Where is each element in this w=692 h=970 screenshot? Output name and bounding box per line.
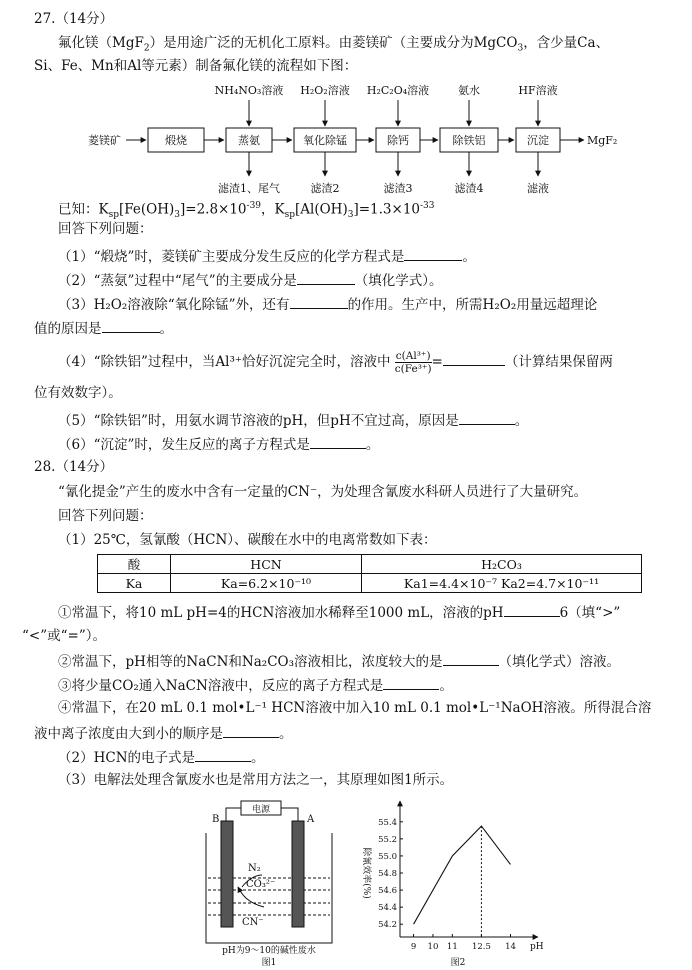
reagent-h2c2o4: H₂C₂O₄溶液 — [366, 84, 430, 97]
flow-step-precipitate: 沉淀 — [527, 134, 549, 147]
filtrate: 滤液 — [527, 182, 549, 195]
table-header-acid: 酸 — [98, 555, 171, 574]
y-tick-label: 54.6 — [378, 886, 397, 897]
q27-part4: （4）“除铁铝”过程中，当Al³⁺恰好沉淀完全时，溶液中 $\frac{\text{c(Al³⁺)}}{\text{c(Fe³⁺)}}$ = （计算结果保留两 — [58, 350, 613, 375]
table-row-ka-label: Ka — [98, 574, 171, 593]
q28-intro: “氰化提金”产生的废水中含有一定量的CN⁻，为处理含氰废水科研人员进行了大量研究。 — [58, 484, 588, 500]
answer-blank[interactable] — [459, 410, 515, 425]
carbonate-label: CO₃²⁻ — [246, 879, 276, 890]
figure-2-title: 图2 — [450, 958, 466, 967]
figure-1-title: 图1 — [261, 958, 277, 967]
residue-2: 滤渣2 — [310, 182, 340, 195]
q28-sub2: ②常温下，pH相等的NaCN和Na₂CO₃溶液相比，浓度较大的是 （填化学式）溶液。 — [58, 651, 620, 671]
y-tick-label: 55.0 — [378, 851, 397, 862]
q27-known-ksp: 已知：$K_{sp}[Fe(OH)_3]=2.8\times 10^{-39}$，$K_{sp}[Al(OH)_3]=1.3\times 10^{-33}$ — [58, 201, 435, 221]
answer-blank[interactable] — [290, 294, 348, 309]
q28-heading: 28.（14分） — [34, 459, 114, 475]
ionization-constant-table — [97, 554, 642, 593]
q27-part6: （6）“沉淀”时，发生反应的离子方程式是 。 — [58, 434, 379, 454]
answer-blank[interactable] — [297, 270, 355, 285]
figure-2-chart — [350, 795, 550, 967]
figure-1-caption: pH为9～10的碱性废水 — [222, 946, 316, 956]
residue-3: 滤渣3 — [383, 182, 413, 195]
q27-intro-line1: 氟化镁（MgF$_2$）是用途广泛的无机化工原料。由菱镁矿（主要成分为MgCO$_3$，含少量Ca、 — [58, 35, 610, 54]
q28-sub3: ③将少量CO₂通入NaCN溶液中，反应的离子方程式是 。 — [58, 675, 453, 695]
residue-4: 滤渣4 — [454, 182, 484, 195]
answer-blank[interactable] — [443, 351, 505, 366]
q27-part4-cont: 位有效数字）。 — [34, 385, 122, 401]
x-tick-label: 14 — [505, 942, 516, 952]
y-tick-label: 55.4 — [378, 817, 397, 828]
q28-sub4: ④常温下，在20 mL 0.1 mol•L⁻¹ HCN溶液中加入10 mL 0.1 mol•L⁻¹NaOH溶液。所得混合溶 — [58, 700, 652, 716]
reagent-nh4no3: NH₄NO₃溶液 — [214, 84, 284, 97]
cyanide-label: CN⁻ — [242, 917, 264, 928]
table-header-hcn: HCN — [171, 555, 362, 574]
electrode-b-label: B — [212, 814, 220, 825]
q28-sub1: ①常温下，将10 mL pH=4的HCN溶液加水稀释至1000 mL，溶液的pH 6（填“>” — [58, 602, 620, 622]
flow-step-oxidize-mn: 氧化除锰 — [303, 134, 347, 147]
q27-part2: （2）“蒸氨”过程中“尾气”的主要成分是 （填化学式）。 — [58, 270, 442, 290]
flow-step-remove-ca: 除钙 — [387, 134, 409, 147]
y-tick-label: 55.2 — [378, 834, 397, 845]
flow-end-label: MgF₂ — [587, 134, 618, 147]
reagent-h2o2: H₂O₂溶液 — [300, 84, 350, 97]
x-tick-label: 11 — [446, 942, 458, 952]
q27-answer-prompt: 回答下列问题： — [58, 221, 153, 237]
answer-blank[interactable] — [404, 246, 462, 261]
residue-1-tail-gas: 滤渣1、尾气 — [218, 182, 280, 195]
electrode-a-label: A — [307, 814, 315, 825]
flow-step-calcine: 煅烧 — [165, 134, 187, 147]
q27-part3: （3）H₂O₂溶液除“氧化除锰”外，还有 的作用。生产中，所需H₂O₂用量远超理论 — [58, 294, 597, 314]
x-axis-label: pH — [530, 942, 544, 952]
x-tick-label: 9 — [410, 942, 417, 952]
x-tick-label: 12.5 — [471, 942, 491, 952]
reagent-hf: HF溶液 — [518, 84, 558, 97]
y-tick-label: 54.8 — [378, 869, 397, 879]
answer-blank[interactable] — [443, 651, 499, 666]
answer-blank[interactable] — [310, 434, 366, 449]
process-flow-diagram — [0, 80, 692, 198]
answer-blank[interactable] — [504, 602, 560, 617]
table-cell-hcn-ka: Ka=6.2×10⁻¹⁰ — [171, 574, 362, 593]
answer-blank[interactable] — [223, 723, 279, 738]
answer-blank[interactable] — [102, 318, 160, 333]
power-label: 电源 — [251, 805, 271, 815]
table-header-h2co3: H₂CO₃ — [362, 555, 642, 574]
q28-part2: （2）HCN的电子式是 。 — [58, 747, 265, 767]
x-tick-label: 10 — [427, 942, 439, 952]
electrode-b — [221, 821, 233, 927]
flow-start-label: 菱镁矿 — [88, 134, 121, 147]
reagent-ammonia: 氨水 — [458, 84, 480, 97]
y-tick-label: 54.4 — [378, 903, 397, 914]
q27-part3-cont: 值的原因是 。 — [34, 318, 173, 338]
electrode-a — [292, 821, 304, 927]
n2-label: N₂ — [248, 863, 261, 874]
q27-heading: 27.（14分） — [34, 11, 114, 27]
flow-step-ammonia-distill: 蒸氨 — [238, 134, 260, 147]
q27-intro-line2: Si、Fe、Mn和Al等元素）制备氟化镁的流程如下图： — [34, 58, 358, 74]
flow-step-remove-fe-al: 除铁铝 — [452, 134, 486, 147]
q28-answer-prompt: 回答下列问题： — [58, 508, 153, 524]
q28-part3: （3）电解法处理含氰废水也是常用方法之一，其原理如图1所示。 — [58, 772, 454, 788]
concentration-ratio: $\frac{\text{c(Al³⁺)}}{\text{c(Fe³⁺)}}$ — [394, 350, 432, 375]
q27-part5: （5）“除铁铝”时，用氨水调节溶液的pH，但pH不宜过高，原因是 。 — [58, 410, 528, 430]
q28-sub4-cont: 液中离子浓度由大到小的顺序是 。 — [34, 723, 293, 743]
y-tick-label: 54.2 — [378, 920, 397, 931]
table-cell-h2co3-ka: Ka1=4.4×10⁻⁷ Ka2=4.7×10⁻¹¹ — [362, 574, 642, 593]
q28-sub1-cont: “<”或“=”）。 — [22, 628, 106, 644]
q27-part1: （1）“煅烧”时，菱镁矿主要成分发生反应的化学方程式是 。 — [58, 246, 476, 266]
figure-1-electrolysis-cell — [186, 795, 346, 967]
q28-part1: （1）25℃，氢氰酸（HCN）、碳酸在水中的电离常数如下表： — [58, 532, 437, 548]
answer-blank[interactable] — [383, 675, 439, 690]
efficiency-line — [414, 826, 511, 924]
answer-blank[interactable] — [195, 747, 251, 762]
y-axis-label: 除氰效率(%) — [361, 847, 371, 899]
